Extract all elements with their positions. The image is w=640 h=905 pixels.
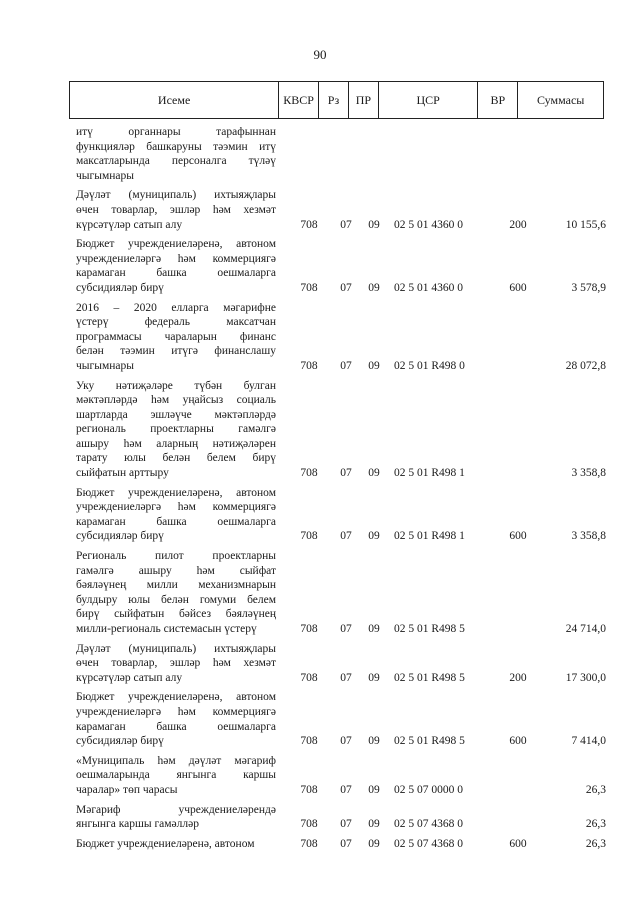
row-csr: 02 5 01 R498 5: [394, 735, 465, 748]
row-name-line: Уку нәтиҗәләре түбән булган: [76, 379, 276, 392]
row-sum: 7 414,0: [571, 735, 606, 748]
row-sum: 24 714,0: [565, 623, 606, 635]
row-sum: 17 300,0: [565, 671, 606, 684]
row-rz: 07: [340, 735, 352, 748]
row-rz: 07: [340, 359, 352, 372]
row-name-line: үстерү федераль максатчан: [76, 316, 276, 329]
row-name-line: Дәүләт (муниципаль) ихтыяҗлары: [76, 642, 276, 655]
row-pr: 09: [368, 783, 380, 796]
row-name-line: тарату юлы белән белем бирү: [76, 452, 276, 465]
row-kvsr: 708: [300, 218, 318, 231]
row-name-line: учреждениеләргә һәм коммерциягә: [76, 705, 276, 718]
row-rz: 07: [340, 837, 352, 850]
table-row: [76, 188, 606, 232]
row-rz: 07: [340, 467, 352, 480]
row-kvsr: 708: [300, 818, 318, 831]
row-rz: 07: [340, 623, 352, 635]
row-name-line: «Муниципаль һәм дәүләт мәгариф: [76, 754, 276, 767]
row-rz: 07: [340, 281, 352, 294]
row-csr: 02 5 07 4368 0: [394, 818, 463, 831]
row-csr: 02 5 01 R498 1: [394, 467, 465, 480]
row-vr: 600: [509, 837, 527, 850]
row-name-line: учреждениеләргә һәм коммерциягә: [76, 501, 276, 514]
row-name-line: Региональ пилот проектларны: [76, 550, 276, 563]
header-sum: Суммасы: [536, 92, 585, 107]
row-pr: 09: [368, 623, 380, 635]
row-name-line: шартларда эшләүче мәктәпләрдә: [76, 408, 276, 421]
row-name-line: региональ проектларны гамәлгә: [76, 423, 276, 436]
header-vr: ВР: [478, 82, 518, 118]
row-name-line: өчен товарлар, эшләр һәм хезмәт: [76, 657, 276, 670]
row-sum: 10 155,6: [565, 218, 606, 231]
row-name: [76, 125, 276, 183]
row-vr: 200: [509, 218, 527, 231]
row-name-line: күрсәтүләр сатып алу: [76, 218, 183, 231]
row-name: [76, 549, 276, 637]
row-name-line: 2016 – 2020 елларга мәгарифне: [76, 301, 276, 314]
header-csr: ЦСР: [379, 82, 479, 118]
row-name-line: чыгымнары: [76, 359, 134, 372]
row-pr: 09: [368, 735, 380, 748]
table-row: [76, 690, 606, 748]
row-rz: 07: [340, 530, 352, 543]
row-name-line: Бюджет учреждениеләренә, автоном: [76, 837, 255, 850]
row-rz: 07: [340, 218, 352, 231]
row-name-line: программасы чараларын финанс: [76, 330, 276, 343]
row-name-line: карамаган башка оешмаларга: [76, 720, 276, 733]
header-pr: ПР: [349, 82, 379, 118]
row-name-line: оешмаларында янгынга каршы: [76, 769, 276, 782]
row-name-line: сыйфатын арттыру: [76, 467, 169, 480]
row-rz: 07: [340, 671, 352, 684]
table-row: [76, 549, 606, 637]
row-name: [76, 837, 276, 852]
row-kvsr: 708: [300, 735, 318, 748]
row-sum: 26,3: [585, 783, 606, 796]
row-kvsr: 708: [300, 530, 318, 543]
row-pr: 09: [368, 467, 380, 480]
row-pr: 09: [368, 837, 380, 850]
row-name-line: белән тәэмин итүгә финанслашу: [76, 345, 276, 358]
table-row: [76, 486, 606, 544]
row-csr: 02 5 01 R498 5: [394, 671, 465, 684]
table-row: [76, 754, 606, 798]
row-rz: 07: [340, 818, 352, 831]
table-row: [76, 837, 606, 852]
row-csr: 02 5 01 4360 0: [394, 281, 463, 294]
row-csr: 02 5 01 4360 0: [394, 218, 463, 231]
row-name-line: мәктәпләрдә һәм уңайсыз социаль: [76, 394, 276, 407]
row-name: [76, 188, 276, 232]
row-name-line: субсидияләр бирү: [76, 530, 164, 543]
row-name-line: чыгымнары: [76, 169, 134, 182]
row-name: [76, 486, 276, 544]
row-name-line: субсидияләр бирү: [76, 281, 164, 294]
row-name-line: бәяләүнең милли механизмнарын: [76, 579, 276, 592]
row-name: [76, 301, 276, 374]
row-kvsr: 708: [300, 671, 318, 684]
row-name-line: гамәлгә ашыру һәм сыйфат: [76, 564, 276, 577]
row-name-line: күрсәтүләр сатып алу: [76, 671, 183, 684]
row-csr: 02 5 07 0000 0: [394, 783, 463, 796]
row-sum: 28 072,8: [565, 359, 606, 372]
row-pr: 09: [368, 281, 380, 294]
row-vr: 600: [509, 530, 527, 543]
row-name: [76, 379, 276, 481]
row-name-line: функцияләр башкаруны тәэмин итү: [76, 140, 276, 153]
row-pr: 09: [368, 530, 380, 543]
row-name-line: Мәгариф учреждениеләрендә: [76, 803, 276, 816]
page-number: 90: [313, 47, 327, 62]
row-sum: 3 578,9: [571, 281, 606, 294]
row-csr: 02 5 01 R498 5: [394, 623, 465, 635]
row-name-line: өчен товарлар, эшләр һәм хезмәт: [76, 203, 276, 216]
row-csr: 02 5 07 4368 0: [394, 837, 463, 850]
row-pr: 09: [368, 818, 380, 831]
row-name-line: субсидияләр бирү: [76, 735, 164, 748]
row-name-line: учреждениеләргә һәм коммерциягә: [76, 252, 276, 265]
row-name-line: милли-региональ системасын үстерү: [76, 623, 257, 635]
row-name-line: булдыру юлы белән гомуми белем: [76, 593, 276, 606]
row-sum: 26,3: [585, 837, 606, 850]
header-kvsr: КВСР: [279, 82, 319, 118]
table-row: [76, 125, 606, 183]
header-rz: Рз: [319, 82, 349, 118]
row-name-line: Бюджет учреждениеләренә, автоном: [76, 691, 276, 704]
row-name: [76, 237, 276, 295]
table-body: [76, 125, 606, 856]
row-name-line: бирү сыйфатын бәйсез бәяләүнең: [76, 608, 276, 621]
row-name: [76, 803, 276, 832]
row-kvsr: 708: [300, 467, 318, 480]
row-csr: 02 5 01 R498 1: [394, 530, 465, 543]
header-name: Исеме: [70, 82, 279, 118]
row-kvsr: 708: [300, 783, 318, 796]
row-kvsr: 708: [300, 359, 318, 372]
row-name-line: итү органнары тарафыннан: [76, 126, 276, 138]
table-row: [76, 379, 606, 481]
table-header: [69, 81, 604, 119]
row-rz: 07: [340, 783, 352, 796]
row-name-line: карамаган башка оешмаларга: [76, 267, 276, 280]
row-vr: 600: [509, 735, 527, 748]
row-sum: 26,3: [585, 818, 606, 831]
row-name-line: Бюджет учреждениеләренә, автоном: [76, 486, 276, 499]
row-csr: 02 5 01 R498 0: [394, 359, 465, 372]
row-kvsr: 708: [300, 837, 318, 850]
row-name-line: ашыру һәм аларның нәтиҗәләрен: [76, 437, 276, 450]
row-name-line: Дәүләт (муниципаль) ихтыяҗлары: [76, 189, 276, 202]
row-vr: 200: [509, 671, 527, 684]
row-sum: 3 358,8: [571, 467, 606, 480]
row-vr: 600: [509, 281, 527, 294]
row-name-line: максатларында персоналга түләү: [76, 155, 276, 168]
row-name-line: Бюджет учреждениеләренә, автоном: [76, 238, 276, 251]
row-kvsr: 708: [300, 623, 318, 635]
table-row: [76, 803, 606, 832]
row-sum: 3 358,8: [571, 530, 606, 543]
row-pr: 09: [368, 218, 380, 231]
row-name: [76, 690, 276, 748]
table-row: [76, 642, 606, 686]
row-pr: 09: [368, 671, 380, 684]
row-name-line: карамаган башка оешмаларга: [76, 515, 276, 528]
row-name-line: чаралар» төп чарасы: [76, 783, 178, 796]
row-pr: 09: [368, 359, 380, 372]
row-name-line: янгынга каршы гамәлләр: [76, 818, 199, 831]
row-name: [76, 642, 276, 686]
row-name: [76, 754, 276, 798]
table-row: [76, 301, 606, 374]
row-kvsr: 708: [300, 281, 318, 294]
table-row: [76, 237, 606, 295]
